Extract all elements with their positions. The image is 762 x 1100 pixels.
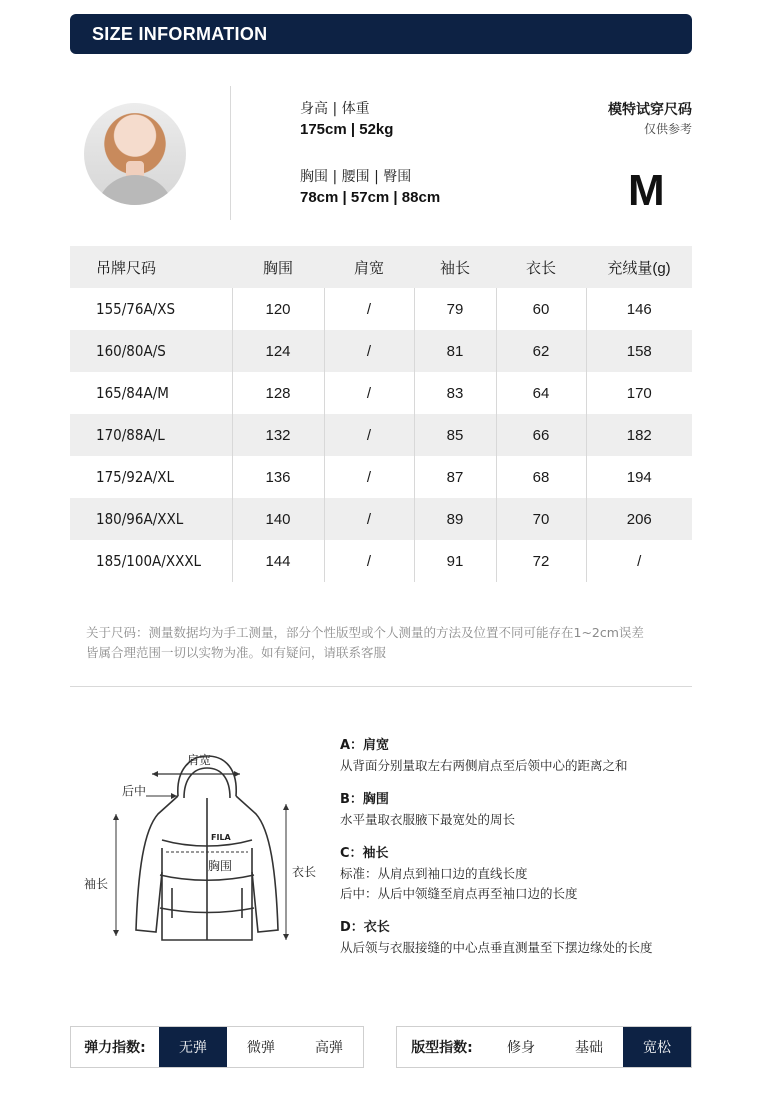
arrow-head-icon xyxy=(152,771,158,777)
section-header xyxy=(70,14,692,54)
elasticity-option-low: 微弹 xyxy=(247,1040,275,1056)
definition-line: 从后领与衣服接缝的中心点垂直测量至下摆边缘处的长度 xyxy=(340,940,653,955)
fit-option-regular: 基础 xyxy=(575,1040,603,1056)
fit-option-slim: 修身 xyxy=(507,1040,535,1056)
fit-option-loose: 宽松 xyxy=(623,1027,691,1067)
column-header: 充绒量(g) xyxy=(607,259,671,277)
column-header: 衣长 xyxy=(525,259,556,277)
elasticity-label: 弹力指数: xyxy=(84,1040,146,1056)
model-avatar xyxy=(84,103,186,205)
measurements-value: 78cm | 57cm | 88cm xyxy=(300,189,441,206)
table-cell: 70 xyxy=(496,498,586,540)
table-cell: 146 xyxy=(586,288,692,330)
back-center-label: 后中 xyxy=(122,784,147,798)
arrow-head-icon xyxy=(113,814,119,820)
table-cell: 170 xyxy=(586,372,692,414)
sleeve-label: 袖长 xyxy=(84,877,109,891)
table-cell: / xyxy=(324,456,414,498)
definition-line: 后中：从后中领缝至肩点再至袖口边的长度 xyxy=(340,886,578,901)
measurement-definitions xyxy=(340,736,700,972)
definition-item xyxy=(340,918,700,958)
table-cell: 64 xyxy=(496,372,586,414)
table-cell: 79 xyxy=(414,288,496,330)
size-table xyxy=(70,246,692,582)
length-label: 衣长 xyxy=(292,865,317,879)
table-cell: 91 xyxy=(414,540,496,582)
column-header: 吊牌尺码 xyxy=(96,259,157,277)
model-fit-subtitle: 仅供参考 xyxy=(643,122,692,136)
table-cell: 124 xyxy=(232,330,324,372)
vertical-divider xyxy=(230,86,231,220)
elasticity-index xyxy=(70,1026,364,1068)
table-row xyxy=(70,372,692,414)
table-cell: 81 xyxy=(414,330,496,372)
table-cell: 136 xyxy=(232,456,324,498)
table-header-row xyxy=(70,246,692,288)
table-cell: 87 xyxy=(414,456,496,498)
brand-label: FILA xyxy=(211,833,231,842)
table-cell: 158 xyxy=(586,330,692,372)
table-cell: 62 xyxy=(496,330,586,372)
table-cell: 60 xyxy=(496,288,586,330)
definition-title: D：衣长 xyxy=(340,920,390,935)
section-divider xyxy=(70,686,692,687)
model-fit-size: M xyxy=(628,166,665,215)
table-cell: 165/84A/M xyxy=(96,384,169,402)
height-weight-label: 身高 | 体重 xyxy=(300,101,370,117)
definition-line: 标准：从肩点到袖口边的直线长度 xyxy=(340,866,528,881)
definition-item xyxy=(340,790,700,830)
elasticity-option-high: 高弹 xyxy=(315,1040,343,1056)
table-cell: 68 xyxy=(496,456,586,498)
section-title: SIZE INFORMATION xyxy=(92,24,268,44)
table-cell: 140 xyxy=(232,498,324,540)
table-row xyxy=(70,288,692,330)
arrow-head-icon xyxy=(113,930,119,936)
definition-title: A：肩宽 xyxy=(340,738,390,753)
table-cell: 83 xyxy=(414,372,496,414)
table-cell: 120 xyxy=(232,288,324,330)
size-note xyxy=(86,623,692,663)
chest-label: 胸围 xyxy=(208,859,233,873)
table-cell: 175/92A/XL xyxy=(96,468,175,486)
table-cell: 194 xyxy=(586,456,692,498)
shoulder-label: 肩宽 xyxy=(187,753,212,767)
table-cell: 160/80A/S xyxy=(96,342,166,360)
table-cell: / xyxy=(324,330,414,372)
table-cell: / xyxy=(324,540,414,582)
fit-index-label: 版型指数: xyxy=(411,1040,473,1056)
definition-line: 从背面分别量取左右两侧肩点至后领中心的距离之和 xyxy=(340,758,628,773)
table-row xyxy=(70,498,692,540)
size-note-line: 皆属合理范围一切以实物为准。如有疑问，请联系客服 xyxy=(86,645,387,660)
table-cell: 72 xyxy=(496,540,586,582)
table-cell: 128 xyxy=(232,372,324,414)
arrow-head-icon xyxy=(283,934,289,940)
arrow-head-icon xyxy=(283,804,289,810)
table-cell: / xyxy=(324,498,414,540)
measurements-label: 胸围 | 腰围 | 臀围 xyxy=(300,169,412,185)
jacket-diagram xyxy=(80,740,330,950)
table-cell: / xyxy=(324,414,414,456)
table-row xyxy=(70,540,692,582)
table-row xyxy=(70,414,692,456)
table-cell: 144 xyxy=(232,540,324,582)
table-cell: 155/76A/XS xyxy=(96,300,176,318)
table-cell: 206 xyxy=(586,498,692,540)
table-cell: 185/100A/XXXL xyxy=(96,552,202,570)
table-cell: 66 xyxy=(496,414,586,456)
table-row xyxy=(70,456,692,498)
definition-title: B：胸围 xyxy=(340,792,389,807)
column-header: 胸围 xyxy=(262,259,293,277)
fit-index xyxy=(396,1026,692,1068)
table-cell: / xyxy=(324,288,414,330)
model-fit-title: 模特试穿尺码 xyxy=(608,102,692,118)
table-row xyxy=(70,330,692,372)
table-cell: 170/88A/L xyxy=(96,426,165,444)
definition-item xyxy=(340,844,700,904)
column-header: 袖长 xyxy=(439,259,470,277)
table-cell: / xyxy=(324,372,414,414)
definition-line: 水平量取衣服腋下最宽处的周长 xyxy=(340,812,516,827)
table-cell: / xyxy=(586,540,692,582)
table-cell: 182 xyxy=(586,414,692,456)
height-weight-value: 175cm | 52kg xyxy=(300,121,394,138)
table-cell: 85 xyxy=(414,414,496,456)
column-header: 肩宽 xyxy=(353,259,384,277)
definition-item xyxy=(340,736,700,776)
table-cell: 89 xyxy=(414,498,496,540)
definition-title: C：袖长 xyxy=(340,846,389,861)
size-note-line: 关于尺码：测量数据均为手工测量，部分个性版型或个人测量的方法及位置不同可能存在1~2cm误差 xyxy=(86,625,644,640)
jacket-outline xyxy=(136,756,278,940)
elasticity-option-none: 无弹 xyxy=(159,1027,227,1067)
table-cell: 132 xyxy=(232,414,324,456)
table-cell: 180/96A/XXL xyxy=(96,510,184,528)
